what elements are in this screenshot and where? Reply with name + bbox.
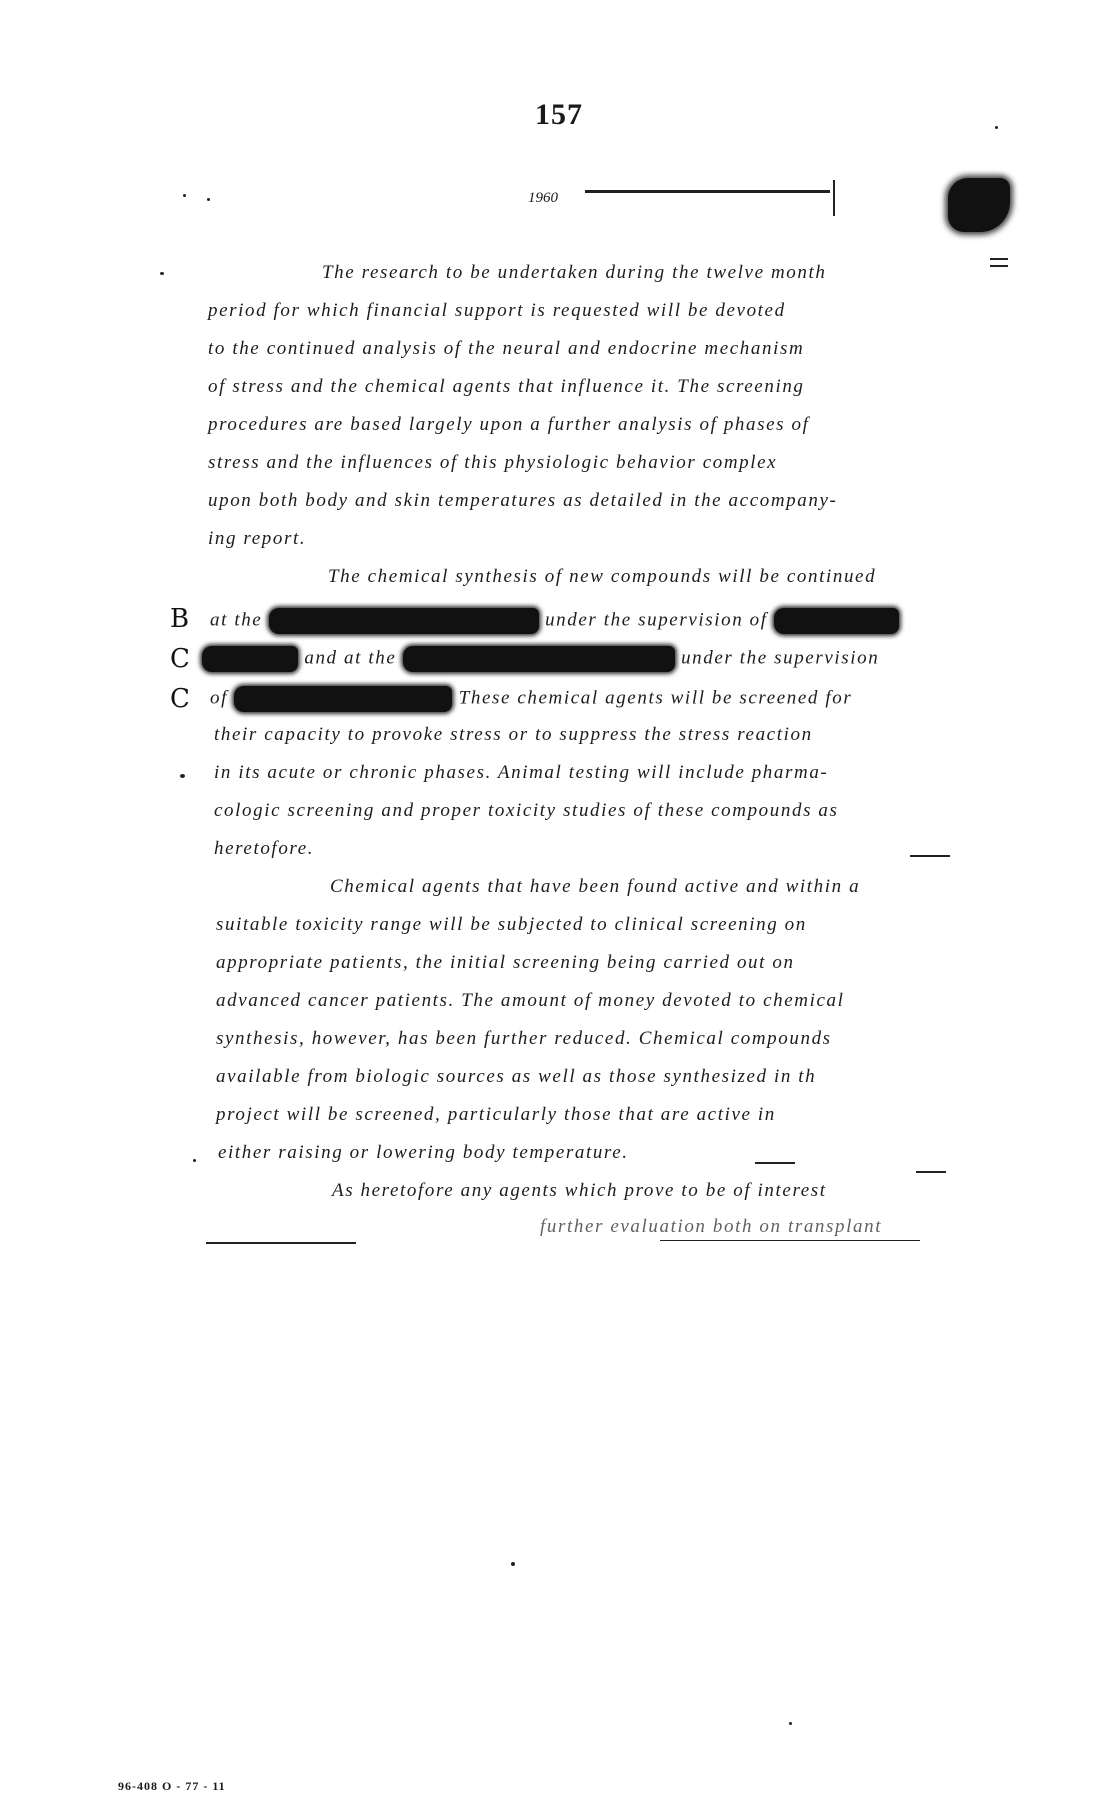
text-line: procedures are based largely upon a further analysis of phases of [208,414,810,435]
text-line: of stress and the chemical agents that influence it. The screening [208,376,805,397]
scan-artifact-line [755,1162,795,1164]
redacted-line [210,608,899,634]
scan-artifact-line [910,855,950,857]
year-heading: 1960 [528,190,558,206]
redaction-box [234,686,452,712]
text-line: available from biologic sources as well as those synthesized in th [216,1066,817,1087]
text-line: The chemical synthesis of new compounds will be continued [328,566,877,587]
page-number: 157 [535,98,583,131]
text-line: stress and the influences of this physiologic behavior complex [208,452,778,473]
scan-artifact-line [660,1240,920,1241]
text-line: Chemical agents that have been found active and within a [330,876,861,897]
scan-artifact-line [206,1242,356,1244]
redacted-line [202,646,879,672]
text-fragment: and at the [304,647,397,669]
text-line-partial: further evaluation both on transplant [540,1216,883,1237]
text-fragment: of [210,687,228,709]
redaction-box [774,608,899,634]
text-fragment: under the supervision of [545,609,768,631]
text-line: synthesis, however, has been further reduced. Chemical compounds [216,1028,832,1049]
scan-artifact-line [990,258,1008,260]
scan-speck [995,126,998,129]
text-line: suitable toxicity range will be subjected to clinical screening on [216,914,807,935]
text-line: either raising or lowering body temperature. [218,1142,629,1163]
text-line: to the continued analysis of the neural and endocrine mechanism [208,338,805,359]
scan-speck [789,1722,792,1725]
margin-annotation: C [170,644,190,674]
scan-artifact-line [990,265,1008,267]
scan-artifact-line [585,190,830,193]
scan-speck [207,198,210,201]
text-line: appropriate patients, the initial screening being carried out on [216,952,795,973]
scan-artifact-line [916,1171,946,1173]
text-line: The research to be undertaken during the twelve month [322,262,827,283]
redaction-box [403,646,675,672]
text-line: advanced cancer patients. The amount of money devoted to chemical [216,990,845,1011]
margin-annotation: B [170,604,190,634]
redacted-line [210,686,852,712]
text-fragment: at the [210,609,263,631]
text-fragment: These chemical agents will be screened for [458,687,853,709]
text-line: their capacity to provoke stress or to suppress the stress reaction [214,724,813,745]
margin-annotation: C [170,684,190,714]
scan-speck [160,272,164,275]
scan-artifact-blot [948,178,1010,232]
text-line: cologic screening and proper toxicity studies of these compounds as [214,800,839,821]
text-line: As heretofore any agents which prove to be of interest [332,1180,827,1201]
text-line: period for which financial support is requested will be devoted [208,300,786,321]
text-line: upon both body and skin temperatures as detailed in the accompany- [208,490,838,511]
text-line: in its acute or chronic phases. Animal testing will include pharma- [214,762,829,783]
scan-speck [180,774,185,778]
document-footer: 96-408 O - 77 - 11 [118,1779,226,1793]
text-line: ing report. [208,528,307,549]
text-line: project will be screened, particularly those that are active in [216,1104,776,1125]
scan-artifact-line [833,180,835,216]
text-fragment: under the supervision [681,647,880,669]
scan-speck [511,1562,515,1566]
scan-speck [193,1159,196,1162]
scan-speck [183,194,186,197]
redaction-box [269,608,539,634]
text-line: heretofore. [214,838,315,859]
redaction-box [202,646,298,672]
